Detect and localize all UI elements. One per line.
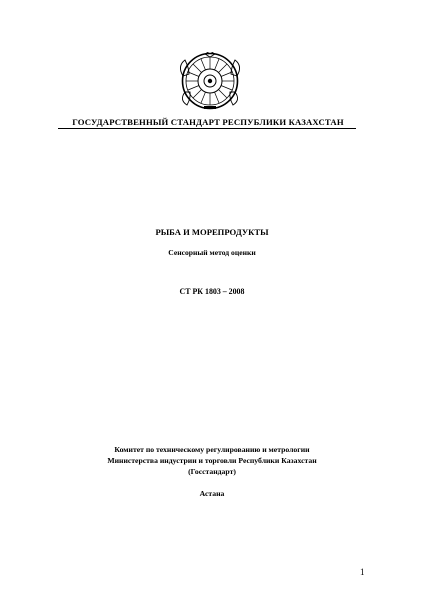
state-emblem-icon <box>175 52 245 110</box>
organization-line: (Госстандарт) <box>188 467 236 476</box>
document-number: СТ РК 1803 – 2008 <box>179 287 245 296</box>
standard-header-title: ГОСУДАРСТВЕННЫЙ СТАНДАРТ РЕСПУБЛИКИ КАЗАХСТАН <box>72 117 344 127</box>
publication-city: Астана <box>199 489 225 498</box>
document-title: РЫБА И МОРЕПРОДУКТЫ <box>155 227 269 237</box>
organization-line: Министерства индустрии и торговли Республики Казахстан <box>107 456 317 465</box>
header-divider <box>58 128 356 129</box>
organization-line: Комитет по техническому регулированию и метрологии <box>114 445 310 454</box>
page-number: 1 <box>360 567 365 577</box>
document-subtitle: Сенсорный метод оценки <box>168 248 256 257</box>
